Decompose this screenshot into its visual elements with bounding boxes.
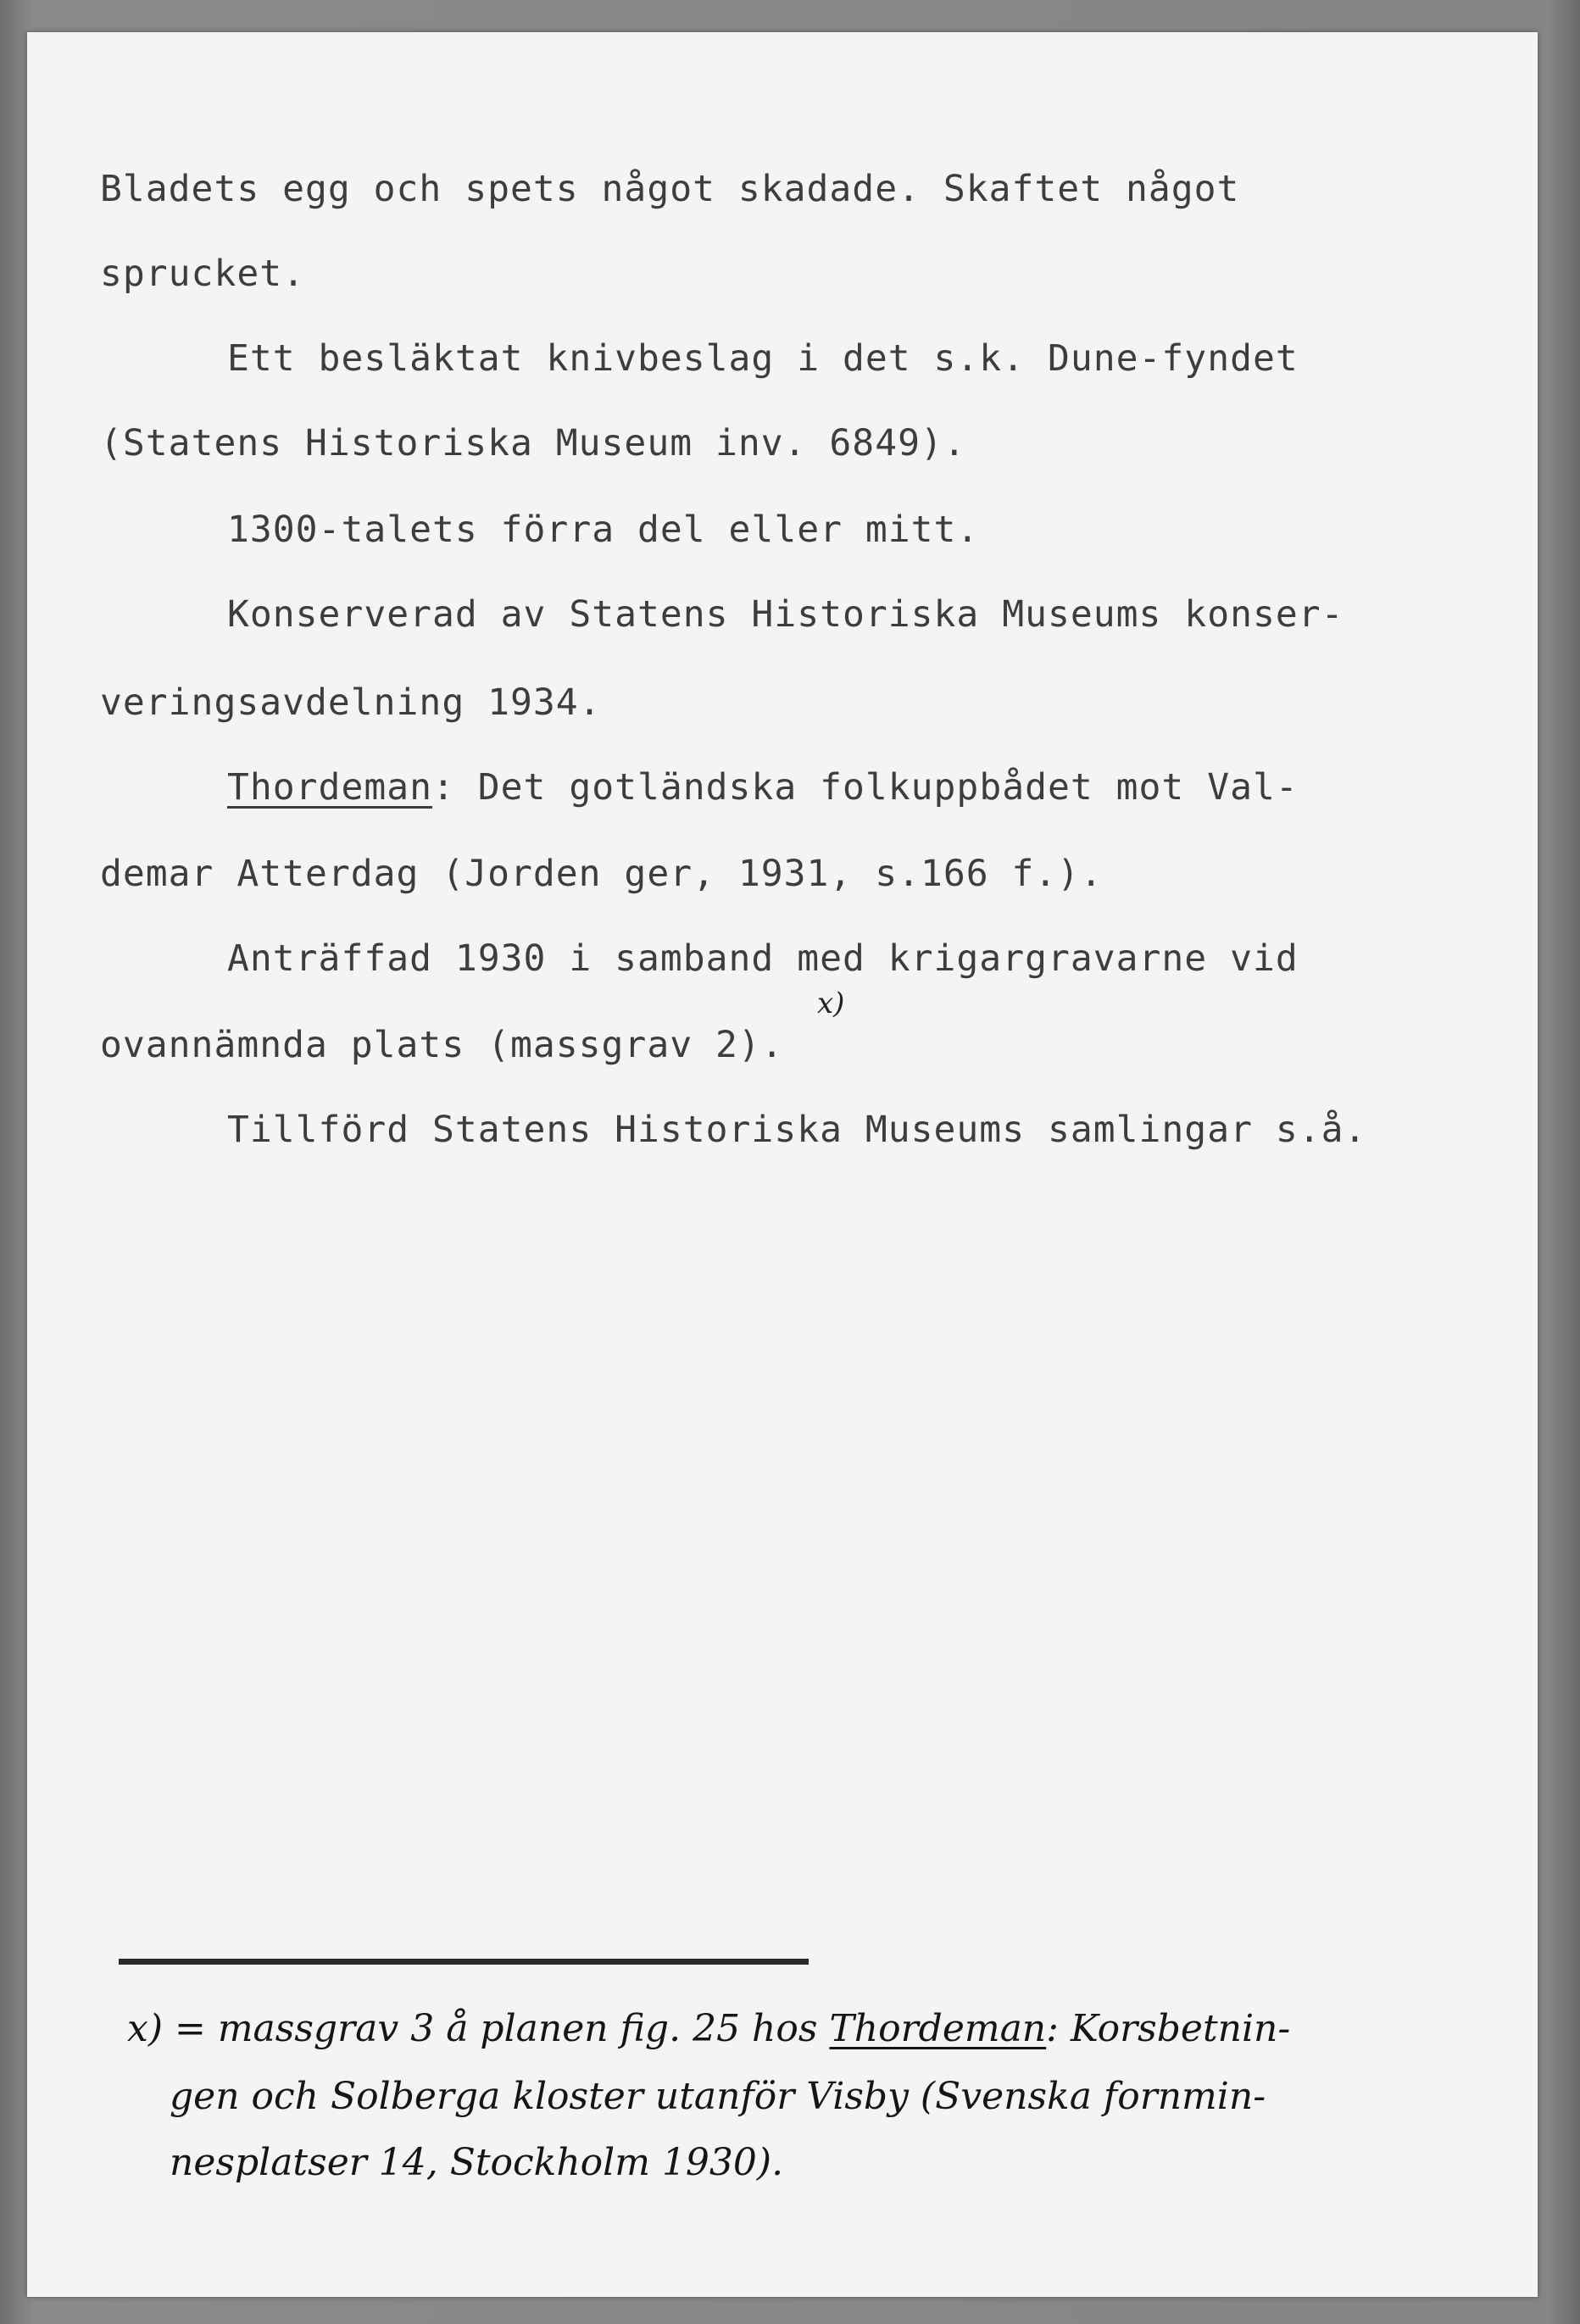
citation-title: : Det gotländska folkuppbådet mot Val- — [432, 766, 1299, 809]
handwritten-line-3: nesplatser 14, Stockholm 1930). — [170, 2141, 784, 2184]
typed-line-7: veringsavdelning 1934. — [100, 681, 602, 724]
handwritten-author: Thordeman — [829, 2007, 1047, 2050]
handwritten-footnote-start: x) = massgrav 3 å planen fig. 25 hos — [127, 2007, 830, 2050]
typed-line-8 — [227, 766, 1299, 809]
footnote-marker: x) — [817, 987, 845, 1020]
typed-line-5: 1300-talets förra del eller mitt. — [227, 509, 980, 551]
handwritten-line-2: gen och Solberga kloster utanför Visby (Svenska fornmin- — [170, 2075, 1266, 2118]
typed-line-9: demar Atterdag (Jorden ger, 1931, s.166 f.). — [100, 853, 1104, 895]
author-name: Thordeman — [227, 766, 432, 809]
typed-line-10: Anträffad 1930 i samband med krigargravarne vid — [227, 937, 1299, 980]
typed-line-1: Bladets egg och spets något skadade. Skaftet något — [100, 168, 1240, 210]
typed-line-2: sprucket. — [100, 253, 305, 295]
footnote-separator — [119, 1959, 809, 1965]
handwritten-line-1 — [127, 2007, 1290, 2050]
typed-line-11: ovannämnda plats (massgrav 2). — [100, 1024, 784, 1066]
typed-line-6: Konserverad av Statens Historiska Museums konser- — [227, 593, 1344, 636]
typed-line-3: Ett besläktat knivbeslag i det s.k. Dune-fyndet — [227, 337, 1299, 380]
typed-line-12: Tillförd Statens Historiska Museums samlingar s.å. — [227, 1109, 1367, 1151]
document-card — [27, 32, 1538, 2297]
handwritten-title-start: : Korsbetnin- — [1046, 2007, 1291, 2050]
typed-line-4: (Statens Historiska Museum inv. 6849). — [100, 422, 966, 464]
